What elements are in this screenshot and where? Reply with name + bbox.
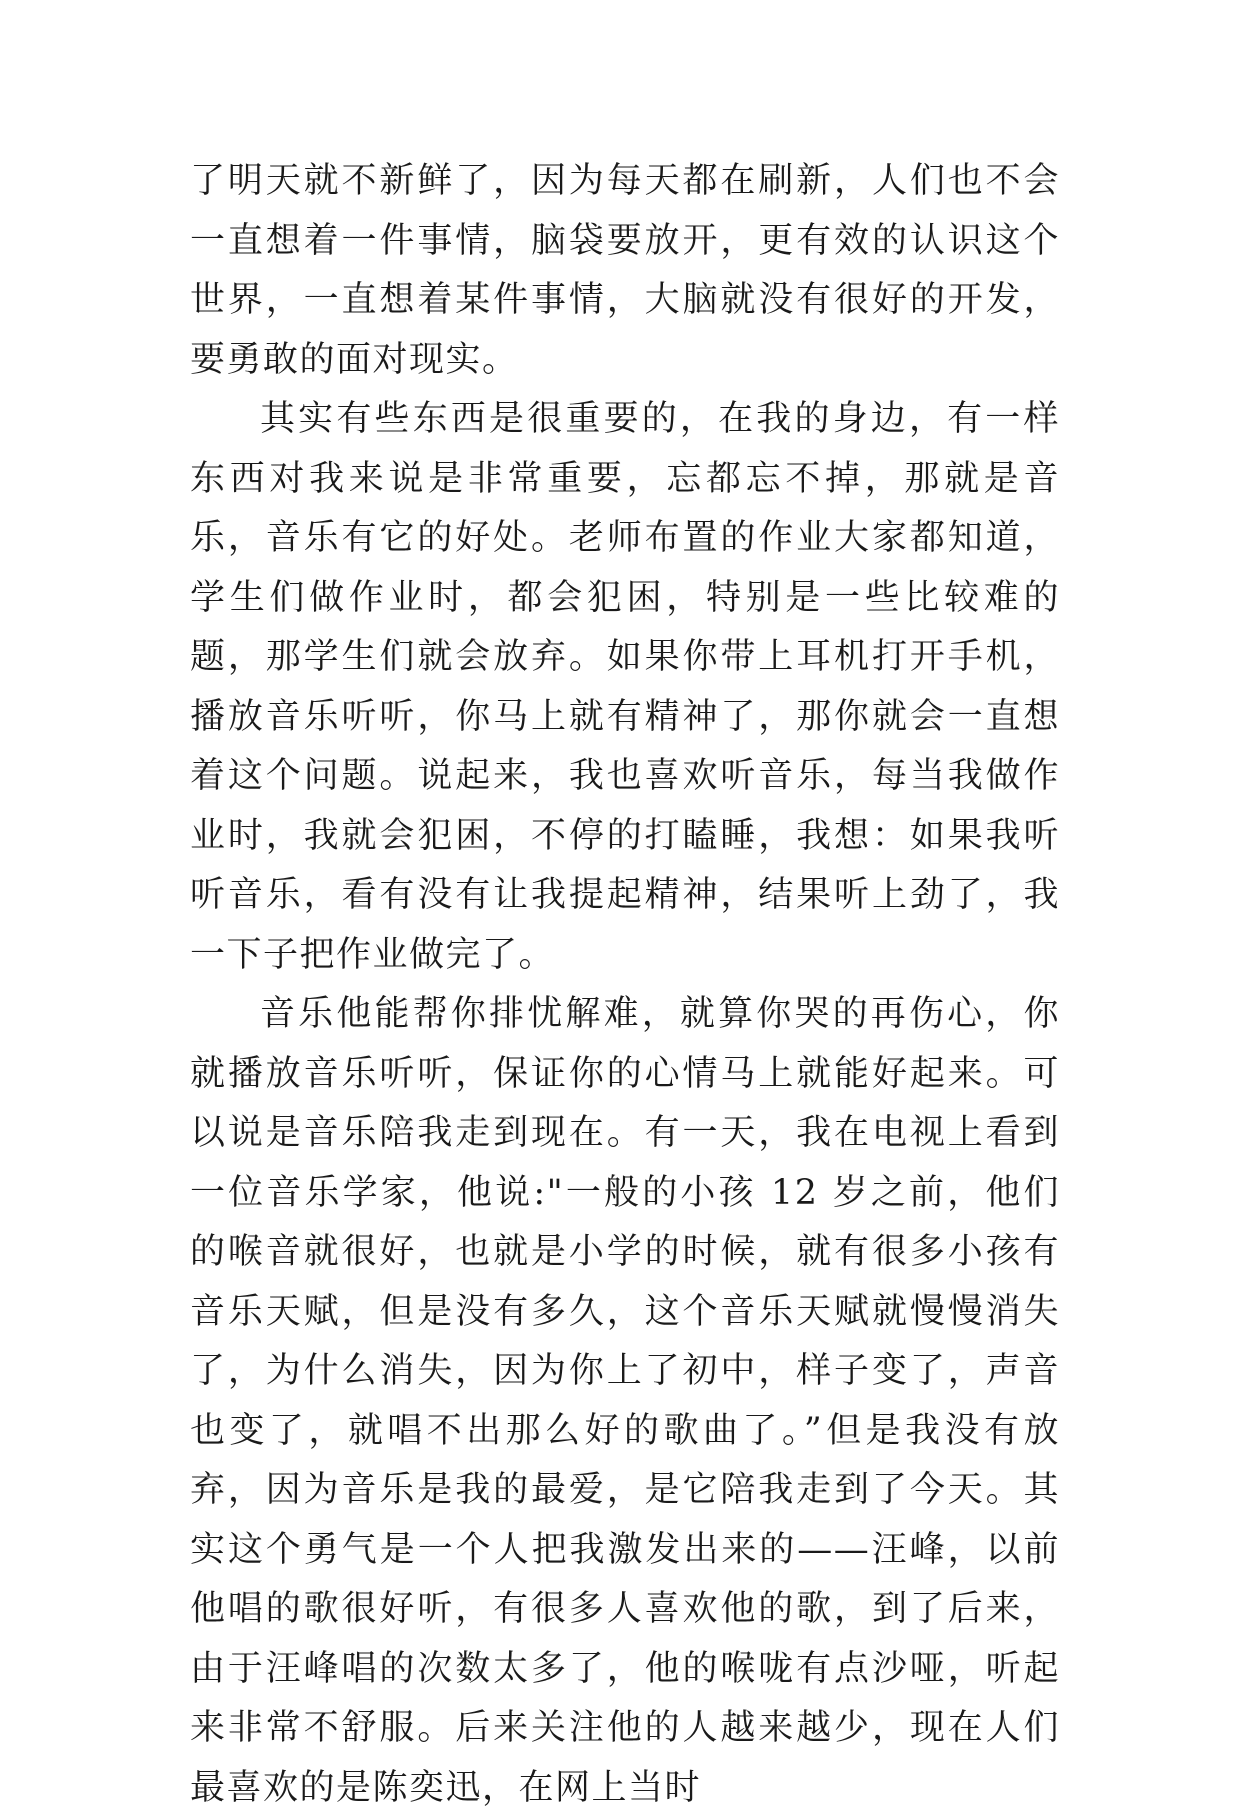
- paragraph-1: 了明天就不新鲜了，因为每天都在刷新，人们也不会一直想着一件事情，脑袋要放开，更有效的认识这个世界，一直想着某件事情，大脑就没有很好的开发，要勇敢的面对现实。: [190, 161, 1060, 380]
- document-body: [190, 152, 1060, 1818]
- paragraph-2: 其实有些东西是很重要的，在我的身边，有一样东西对我来说是非常重要，忘都忘不掉，那就是音乐，音乐有它的好处。老师布置的作业大家都知道，学生们做作业时，都会犯困，特别是一些比较难的题，那学生们就会放弃。如果你带上耳机打开手机，播放音乐听听，你马上就有精神了，那你就会一直想着这个问题。说起来，我也喜欢听音乐，每当我做作业时，我就会犯困，不停的打瞌睡，我想：如果我听听音乐，看有没有让我提起精神，结果听上劲了，我一下子把作业做完了。: [190, 399, 1060, 975]
- paragraph-3: 音乐他能帮你排忧解难，就算你哭的再伤心，你就播放音乐听听，保证你的心情马上就能好起来。可以说是音乐陪我走到现在。有一天，我在电视上看到一位音乐学家，他说:"一般的小孩 12 岁之前，他们的喉音就很好，也就是小学的时候，就有很多小孩有音乐天赋，但是没有多久，这个音乐天赋就慢慢消失了，为什么消失，因为你上了初中，样子变了，声音也变了，就唱不出那么好的歌曲了。”但是我没有放弃，因为音乐是我的最爱，是它陪我走到了今天。其实这个勇气是一个人把我激发出来的——汪峰，以前他唱的歌很好听，有很多人喜欢他的歌，到了后来，由于汪峰唱的次数太多了，他的喉咙有点沙哑，听起来非常不舒服。后来关注他的人越来越少，现在人们最喜欢的是陈奕迅，在网上当时: [190, 994, 1060, 1808]
